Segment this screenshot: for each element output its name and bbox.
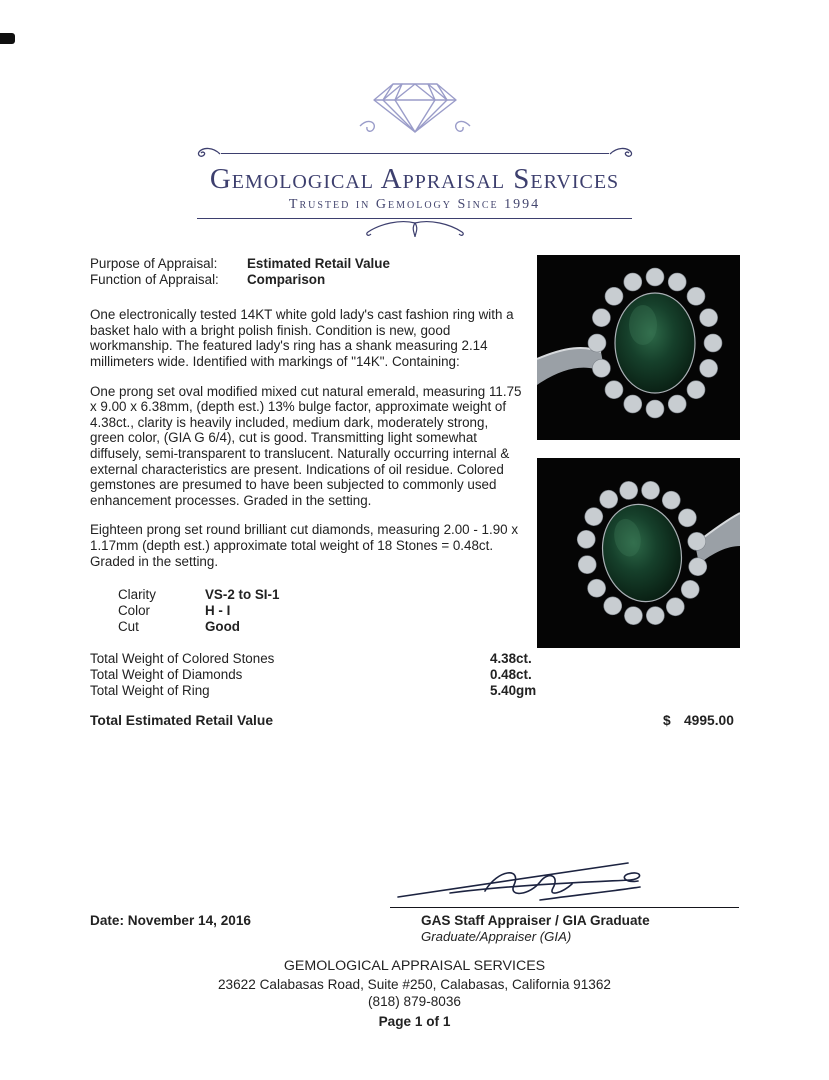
appraiser-subtitle: Graduate/Appraiser (GIA) <box>421 929 572 944</box>
appraiser-title: GAS Staff Appraiser / GIA Graduate <box>421 913 650 928</box>
total-row-ring <box>90 683 740 699</box>
brand-tagline: Trusted in Gemology Since 1994 <box>288 197 541 212</box>
cut-label: Cut <box>118 619 139 635</box>
clarity-value: VS-2 to SI-1 <box>205 587 280 603</box>
grand-total-currency: $ <box>663 713 671 728</box>
diamonds-weight-label: Total Weight of Diamonds <box>90 667 243 682</box>
footer-address: 23622 Calabasas Road, Suite #250, Calabasas, California 91362 <box>218 976 611 992</box>
total-row-diamonds <box>90 667 740 683</box>
function-value: Comparison <box>247 271 326 287</box>
colored-stones-value: 4.38ct. <box>490 651 532 666</box>
purpose-row <box>90 256 523 272</box>
header-top-rule <box>195 146 635 160</box>
ring-weight-value: 5.40gm <box>490 683 537 698</box>
footer-page-number: Page 1 of 1 <box>378 1013 451 1029</box>
grading-row-clarity <box>118 587 523 603</box>
scan-artifact <box>0 33 15 44</box>
flourish-left-icon <box>195 146 221 160</box>
brand-title: Gemological Appraisal Services <box>209 163 620 195</box>
ring-weight-label: Total Weight of Ring <box>90 683 210 698</box>
total-row-colored-stones <box>90 651 740 667</box>
footer-company-name: GEMOLOGICAL APPRAISAL SERVICES <box>283 958 546 974</box>
diamonds-weight-value: 0.48ct. <box>490 667 532 682</box>
colored-stones-label: Total Weight of Colored Stones <box>90 651 275 666</box>
cut-value: Good <box>205 619 240 635</box>
purpose-label: Purpose of Appraisal: <box>90 256 218 271</box>
color-label: Color <box>118 603 150 619</box>
weight-totals <box>90 651 740 699</box>
function-label: Function of Appraisal: <box>90 271 219 287</box>
document-footer <box>0 958 829 1030</box>
purpose-value: Estimated Retail Value <box>247 256 390 271</box>
grand-total-amount: 4995.00 <box>684 713 734 728</box>
grand-total-row <box>90 713 740 731</box>
ring-photo-top <box>537 255 740 440</box>
grand-total-label: Total Estimated Retail Value <box>90 713 273 728</box>
description-paragraph-emerald: One prong set oval modified mixed cut natural emerald, measuring 11.75 x 9.00 x 6.38mm, (depth est.) 13% bulge factor, approximate weight of 4.38ct., clarity is heavily included, medium dark, moderately strong, green color, (GIA G 6/4), cut is good. Transmitting light somewhat diffusely, semi-transparent to translucent. Naturally occurring internal & external characteristics are present. Indications of oil residue. Colored gemstones are presumed to have been subjected to commonly used enhancement processes. Graded in the setting. <box>90 383 522 508</box>
header-bottom-rule <box>197 218 632 219</box>
appraisal-date: Date: November 14, 2016 <box>90 913 251 928</box>
center-flourish-icon <box>360 220 470 240</box>
masthead <box>0 70 829 240</box>
grading-row-color <box>118 603 523 619</box>
diamond-logo-icon <box>350 70 480 142</box>
diamond-grading-table <box>118 587 523 635</box>
description-paragraph-diamonds: Eighteen prong set round brilliant cut diamonds, measuring 2.00 - 1.90 x 1.17mm (depth est.) approximate total weight of 18 Stones = 0.48ct. Graded in the setting. <box>90 522 519 569</box>
color-value: H - I <box>205 603 231 619</box>
signature-line <box>390 907 739 908</box>
flourish-right-icon <box>609 146 635 160</box>
footer-phone: (818) 879-8036 <box>368 994 461 1009</box>
description-paragraph-ring: One electronically tested 14KT white gold lady's cast fashion ring with a basket halo with a bright polish finish. Condition is new, good workmanship. The featured lady's ring has a shank measuring 2.14 millimeters wide. Identified with markings of "14K". Containing: <box>90 307 514 369</box>
ring-photo-bottom <box>537 458 740 648</box>
report-body <box>90 256 523 635</box>
grading-row-cut <box>118 619 523 635</box>
function-row <box>90 272 523 288</box>
clarity-label: Clarity <box>118 587 156 603</box>
appraiser-signature <box>390 853 740 911</box>
